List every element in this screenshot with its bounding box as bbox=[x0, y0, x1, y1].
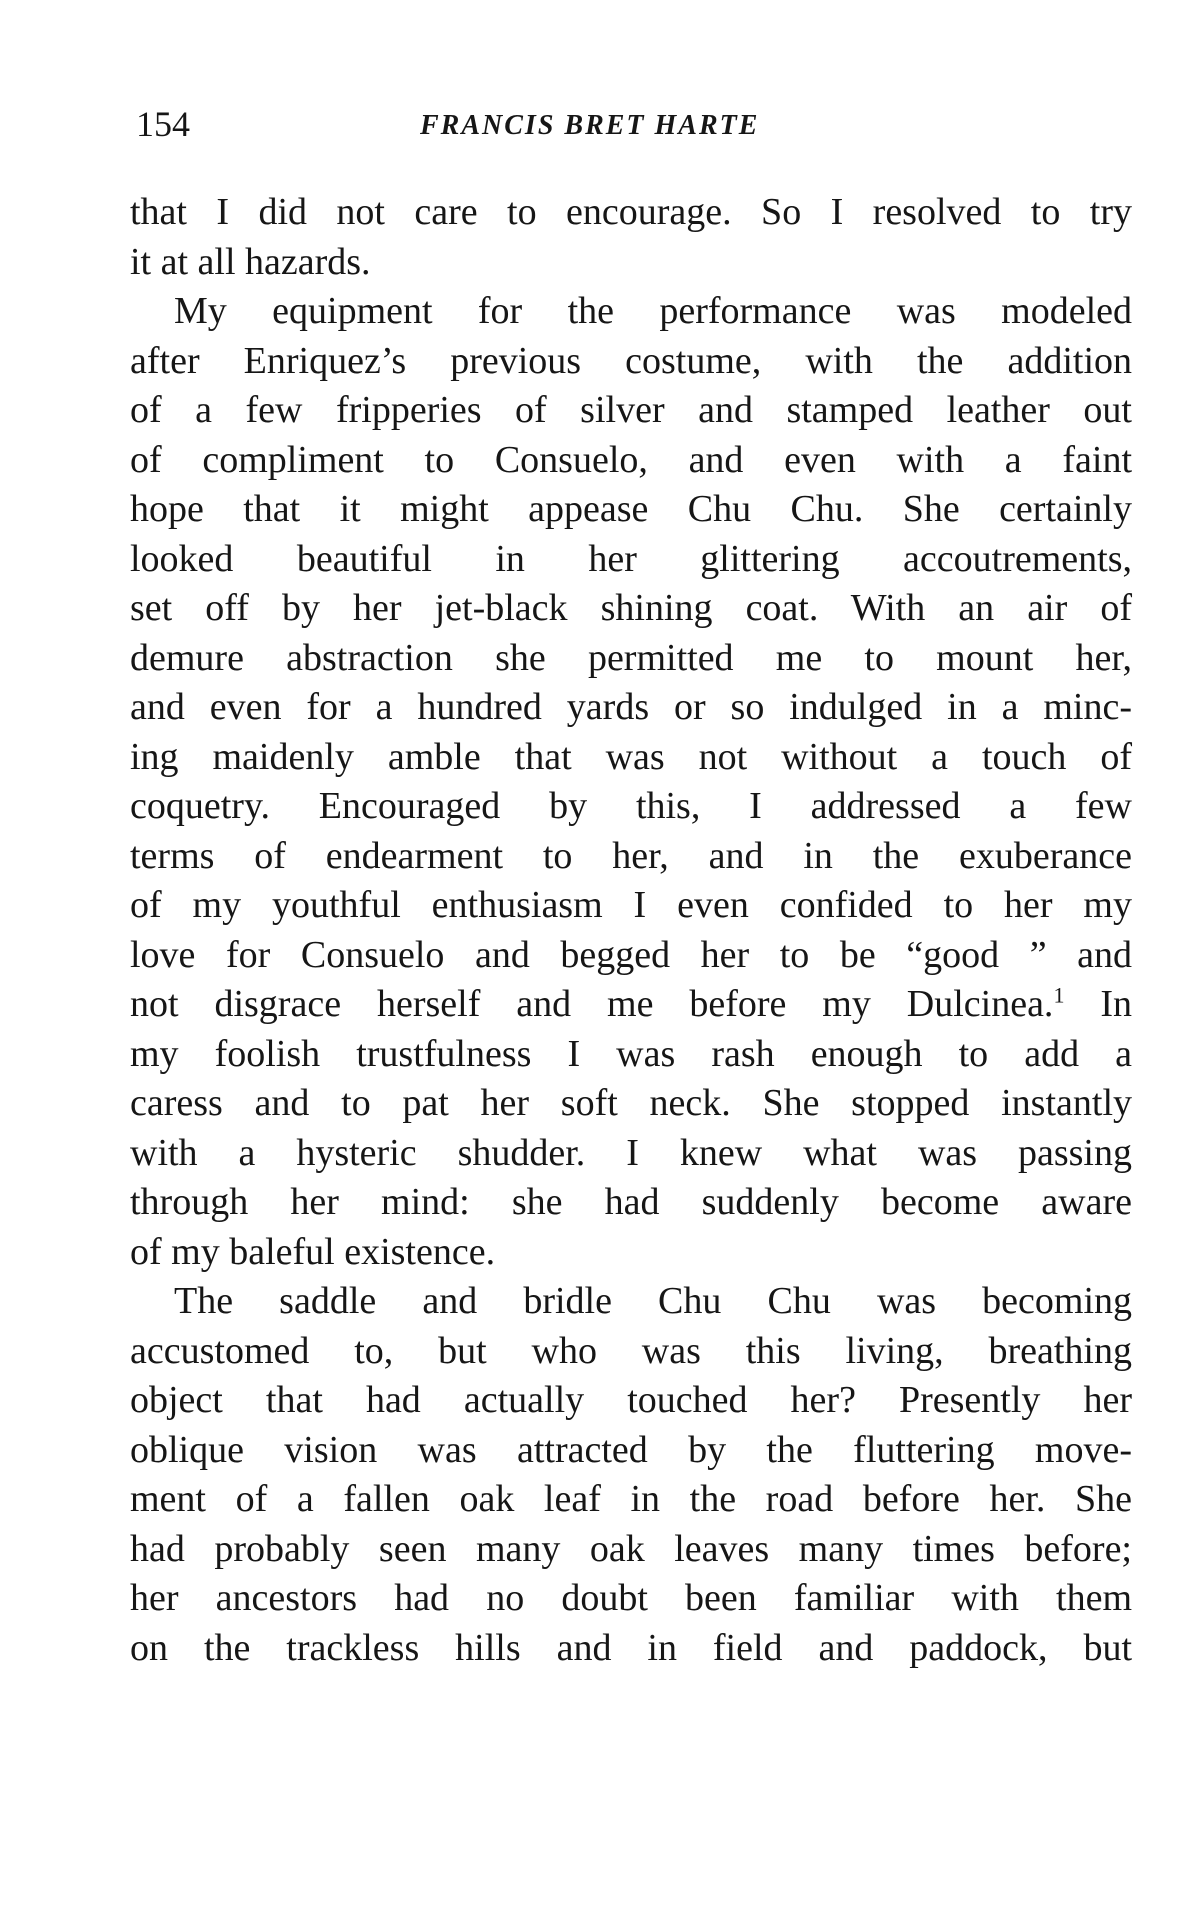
body-text bbox=[130, 188, 1132, 1673]
text-line: with a hysteric shudder. I knew what was passing bbox=[130, 1131, 1132, 1174]
text-line-body: not disgrace herself and me before my Dulcinea. bbox=[130, 983, 1054, 1025]
text-line: that I did not care to encourage. So I resolved to try bbox=[130, 191, 1132, 233]
page-header bbox=[136, 98, 1132, 150]
text-line: love for Consuelo and begged her to be “good ” and bbox=[130, 933, 1132, 976]
running-head: FRANCIS BRET HARTE bbox=[420, 110, 760, 141]
text-line: accustomed to, but who was this living, breathing bbox=[130, 1329, 1132, 1372]
text-line: demure abstraction she permitted me to mount her, bbox=[130, 636, 1132, 679]
text-line: ing maidenly amble that was not without a touch of bbox=[130, 735, 1132, 778]
text-line: looked beautiful in her glittering accoutrements, bbox=[130, 537, 1132, 580]
text-line: of my youthful enthusiasm I even confided to her my bbox=[130, 884, 1132, 926]
text-line-with-footnote bbox=[130, 980, 1132, 1030]
text-line: ment of a fallen oak leaf in the road before her. She bbox=[130, 1478, 1132, 1520]
text-line: my foolish trustfulness I was rash enough to add a bbox=[130, 1032, 1132, 1075]
text-line: and even for a hundred yards or so indulged in a minc- bbox=[130, 686, 1132, 728]
text-line: of compliment to Consuelo, and even with a faint bbox=[130, 438, 1132, 481]
text-line: set off by her jet-black shining coat. With an air of bbox=[130, 587, 1132, 629]
text-line-tail: In bbox=[1100, 983, 1132, 1025]
text-line: after Enriquez’s previous costume, with the addition bbox=[130, 339, 1132, 382]
text-line: oblique vision was attracted by the fluttering move- bbox=[130, 1428, 1132, 1471]
text-line: her ancestors had no doubt been familiar with them bbox=[130, 1577, 1132, 1619]
text-line: through her mind: she had suddenly become aware bbox=[130, 1181, 1132, 1223]
text-line: of my baleful existence. bbox=[130, 1230, 496, 1273]
text-line: The saddle and bridle Chu Chu was becoming bbox=[174, 1280, 1132, 1322]
text-line: hope that it might appease Chu Chu. She certainly bbox=[130, 488, 1132, 530]
footnote-marker: 1 bbox=[1053, 982, 1065, 1008]
page-number: 154 bbox=[136, 104, 190, 144]
text-line: on the trackless hills and in field and paddock, but bbox=[130, 1626, 1132, 1669]
text-line: had probably seen many oak leaves many times before; bbox=[130, 1527, 1132, 1570]
text-line: it at all hazards. bbox=[130, 240, 371, 283]
text-line: My equipment for the performance was modeled bbox=[174, 290, 1132, 332]
text-line: of a few fripperies of silver and stamped leather out bbox=[130, 389, 1132, 431]
text-line: terms of endearment to her, and in the exuberance bbox=[130, 834, 1132, 877]
text-line: coquetry. Encouraged by this, I addressed a few bbox=[130, 785, 1132, 827]
text-line: object that had actually touched her? Presently her bbox=[130, 1379, 1132, 1421]
text-line: caress and to pat her soft neck. She stopped instantly bbox=[130, 1082, 1132, 1124]
